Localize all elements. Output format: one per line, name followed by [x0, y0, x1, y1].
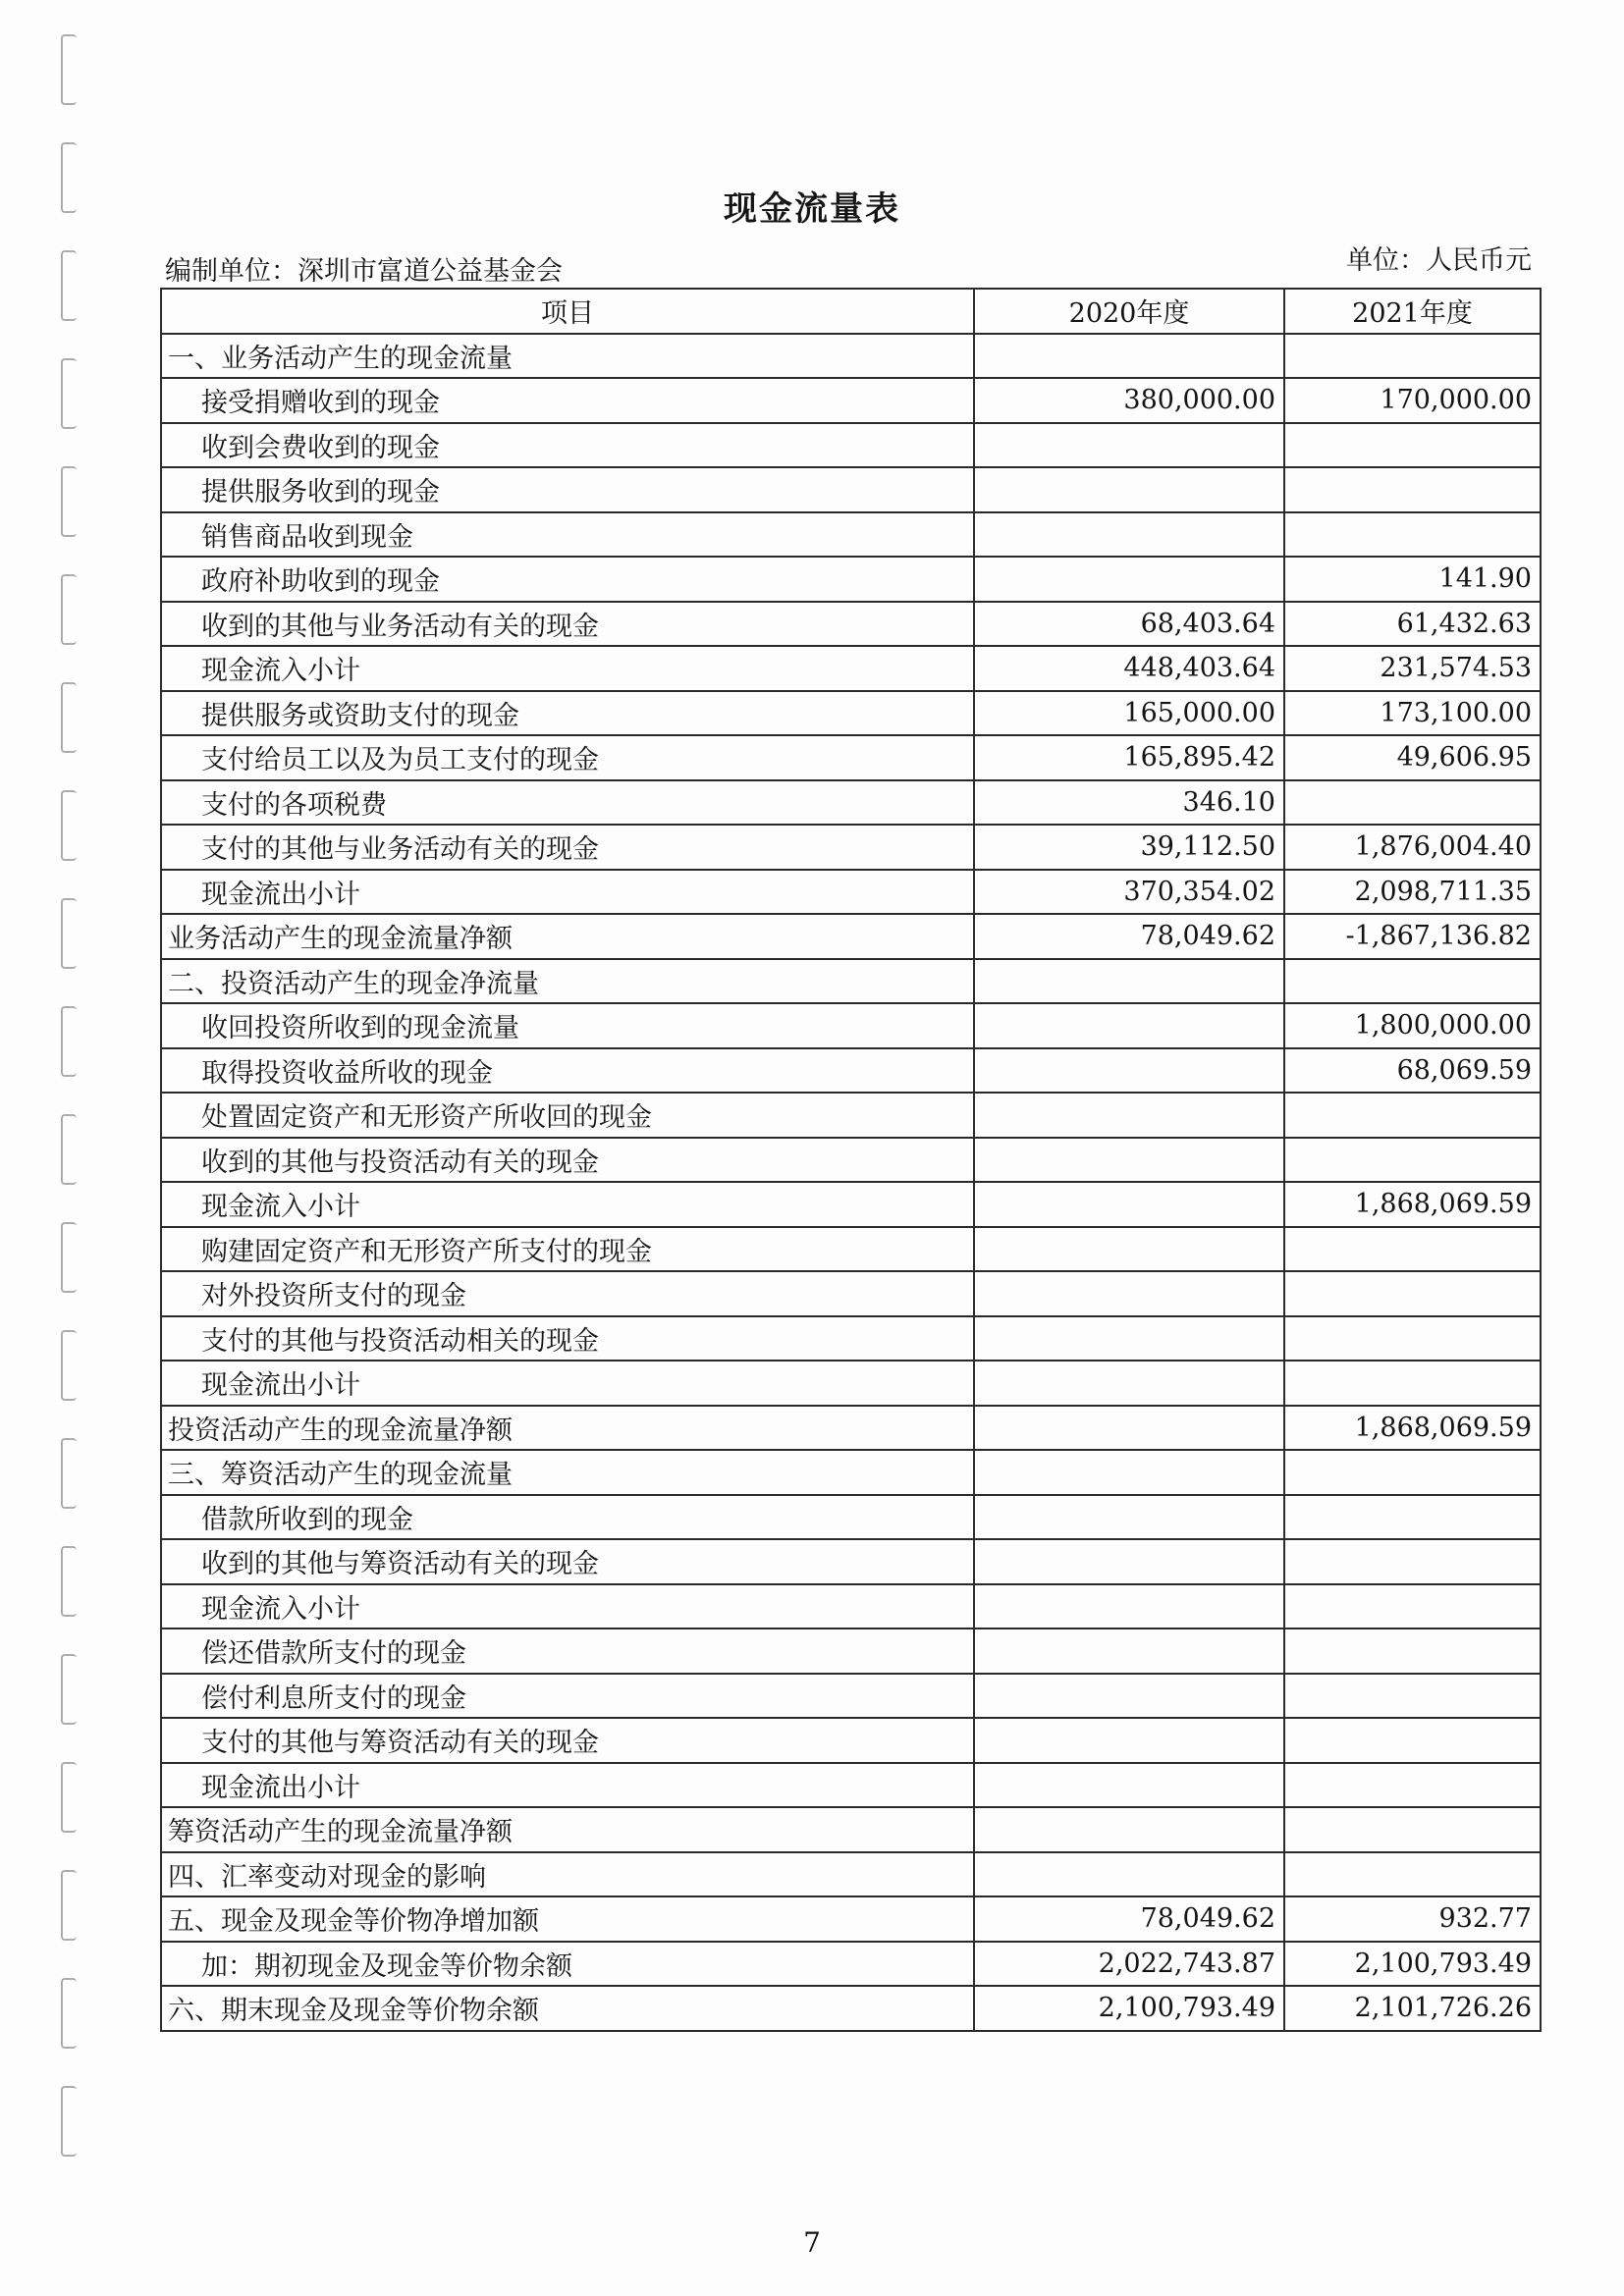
table-row	[161, 646, 1541, 691]
value-2020	[974, 1093, 1284, 1138]
value-2021: 61,432.63	[1284, 602, 1541, 647]
row-label: 支付给员工以及为员工支付的现金	[161, 735, 974, 780]
binding-hole-mark	[61, 790, 77, 861]
value-2020	[974, 1495, 1284, 1540]
row-label: 加：期初现金及现金等价物余额	[161, 1942, 974, 1987]
row-label: 筹资活动产生的现金流量净额	[161, 1807, 974, 1852]
row-label: 支付的其他与业务活动有关的现金	[161, 825, 974, 870]
row-label: 提供服务收到的现金	[161, 467, 974, 512]
value-2020: 448,403.64	[974, 646, 1284, 691]
value-2021	[1284, 1316, 1541, 1362]
value-2021: 68,069.59	[1284, 1048, 1541, 1094]
value-2021	[1284, 1138, 1541, 1183]
binding-hole-mark	[61, 1330, 77, 1401]
row-label: 处置固定资产和无形资产所收回的现金	[161, 1093, 974, 1138]
table-row	[161, 691, 1541, 736]
value-2020	[974, 1003, 1284, 1048]
value-2021: 2,101,726.26	[1284, 1986, 1541, 2031]
value-2020	[974, 1450, 1284, 1495]
value-2021	[1284, 423, 1541, 468]
value-2021: 2,100,793.49	[1284, 1942, 1541, 1987]
value-2020	[974, 1048, 1284, 1094]
row-label: 五、现金及现金等价物净增加额	[161, 1896, 974, 1942]
value-2021	[1284, 334, 1541, 379]
row-label: 四、汇率变动对现金的影响	[161, 1852, 974, 1897]
value-2021	[1284, 1584, 1541, 1629]
table-row	[161, 1807, 1541, 1852]
row-label: 政府补助收到的现金	[161, 557, 974, 602]
value-2020	[974, 1361, 1284, 1406]
row-label: 现金流出小计	[161, 1763, 974, 1808]
table-row	[161, 1271, 1541, 1316]
table-row	[161, 1896, 1541, 1942]
table-row	[161, 1763, 1541, 1808]
table-row	[161, 378, 1541, 423]
value-2020	[974, 467, 1284, 512]
table-row	[161, 512, 1541, 558]
table-row	[161, 1495, 1541, 1540]
binding-hole-mark	[61, 1654, 77, 1725]
binding-hole-mark	[61, 1222, 77, 1293]
row-label: 一、业务活动产生的现金流量	[161, 334, 974, 379]
row-label: 支付的其他与筹资活动有关的现金	[161, 1718, 974, 1763]
value-2021	[1284, 1718, 1541, 1763]
value-2021	[1284, 1539, 1541, 1584]
value-2021	[1284, 1674, 1541, 1719]
table-row	[161, 1986, 1541, 2031]
page-number: 7	[803, 2226, 821, 2259]
currency-unit: 单位：人民币元	[1346, 245, 1532, 276]
value-2021: -1,867,136.82	[1284, 914, 1541, 959]
value-2021	[1284, 1763, 1541, 1808]
row-label: 购建固定资产和无形资产所支付的现金	[161, 1227, 974, 1272]
value-2021: 1,876,004.40	[1284, 825, 1541, 870]
table-row	[161, 1674, 1541, 1719]
value-2021: 1,868,069.59	[1284, 1406, 1541, 1451]
value-2020	[974, 423, 1284, 468]
row-label: 收回投资所收到的现金流量	[161, 1003, 974, 1048]
value-2021	[1284, 1227, 1541, 1272]
value-2020	[974, 512, 1284, 558]
binding-hole-mark	[61, 34, 77, 105]
value-2020	[974, 1629, 1284, 1674]
row-label: 收到的其他与业务活动有关的现金	[161, 602, 974, 647]
row-label: 三、筹资活动产生的现金流量	[161, 1450, 974, 1495]
row-label: 收到会费收到的现金	[161, 423, 974, 468]
table-row	[161, 1182, 1541, 1227]
table-row	[161, 1450, 1541, 1495]
row-label: 取得投资收益所收的现金	[161, 1048, 974, 1094]
row-label: 现金流入小计	[161, 646, 974, 691]
table-row	[161, 959, 1541, 1004]
value-2020	[974, 1271, 1284, 1316]
value-2020: 165,000.00	[974, 691, 1284, 736]
value-2021: 170,000.00	[1284, 378, 1541, 423]
column-header-item: 项目	[161, 289, 974, 334]
binding-hole-mark	[61, 1762, 77, 1833]
value-2021	[1284, 1271, 1541, 1316]
value-2020: 39,112.50	[974, 825, 1284, 870]
table-row	[161, 1942, 1541, 1987]
binding-hole-mark	[61, 1114, 77, 1185]
value-2021: 49,606.95	[1284, 735, 1541, 780]
value-2020: 165,895.42	[974, 735, 1284, 780]
table-row	[161, 467, 1541, 512]
binding-hole-mark	[61, 1438, 77, 1509]
row-label: 偿还借款所支付的现金	[161, 1629, 974, 1674]
table-row	[161, 423, 1541, 468]
row-label: 销售商品收到现金	[161, 512, 974, 558]
table-row	[161, 1003, 1541, 1048]
table-row	[161, 870, 1541, 915]
value-2020: 78,049.62	[974, 914, 1284, 959]
page-title: 现金流量表	[724, 189, 900, 229]
value-2021	[1284, 1852, 1541, 1897]
value-2021: 932.77	[1284, 1896, 1541, 1942]
row-label: 现金流出小计	[161, 870, 974, 915]
table-row	[161, 780, 1541, 826]
binding-hole-mark	[61, 1546, 77, 1617]
value-2020: 346.10	[974, 780, 1284, 826]
binding-hole-mark	[61, 1006, 77, 1077]
value-2020: 2,100,793.49	[974, 1986, 1284, 2031]
value-2021: 1,868,069.59	[1284, 1182, 1541, 1227]
binding-hole-mark	[61, 898, 77, 969]
reporting-entity: 编制单位：深圳市富道公益基金会	[165, 256, 563, 287]
value-2020	[974, 1674, 1284, 1719]
value-2020	[974, 1807, 1284, 1852]
value-2020	[974, 1584, 1284, 1629]
table-row	[161, 1048, 1541, 1094]
cash-flow-table	[160, 288, 1542, 2032]
value-2021	[1284, 467, 1541, 512]
row-label: 现金流入小计	[161, 1182, 974, 1227]
table-row	[161, 735, 1541, 780]
value-2020: 68,403.64	[974, 602, 1284, 647]
value-2021: 231,574.53	[1284, 646, 1541, 691]
table-row	[161, 1406, 1541, 1451]
binding-hole-mark	[61, 574, 77, 645]
row-label: 六、期末现金及现金等价物余额	[161, 1986, 974, 2031]
row-label: 二、投资活动产生的现金净流量	[161, 959, 974, 1004]
binding-hole-mark	[61, 2086, 77, 2157]
table-row	[161, 1227, 1541, 1272]
row-label: 现金流入小计	[161, 1584, 974, 1629]
value-2020	[974, 1406, 1284, 1451]
value-2020	[974, 1718, 1284, 1763]
value-2021	[1284, 1629, 1541, 1674]
table-row	[161, 1539, 1541, 1584]
table-row	[161, 825, 1541, 870]
row-label: 借款所收到的现金	[161, 1495, 974, 1540]
value-2021: 2,098,711.35	[1284, 870, 1541, 915]
value-2021: 1,800,000.00	[1284, 1003, 1541, 1048]
value-2020	[974, 1138, 1284, 1183]
table-row	[161, 914, 1541, 959]
table-row	[161, 334, 1541, 379]
value-2020	[974, 1182, 1284, 1227]
row-label: 支付的其他与投资活动相关的现金	[161, 1316, 974, 1362]
value-2020	[974, 959, 1284, 1004]
value-2020	[974, 1227, 1284, 1272]
binding-hole-mark	[61, 358, 77, 429]
table-row	[161, 1361, 1541, 1406]
value-2020	[974, 1539, 1284, 1584]
value-2020: 370,354.02	[974, 870, 1284, 915]
value-2020: 380,000.00	[974, 378, 1284, 423]
value-2020: 2,022,743.87	[974, 1942, 1284, 1987]
value-2020	[974, 557, 1284, 602]
row-label: 业务活动产生的现金流量净额	[161, 914, 974, 959]
value-2021	[1284, 1093, 1541, 1138]
value-2021	[1284, 780, 1541, 826]
row-label: 偿付利息所支付的现金	[161, 1674, 974, 1719]
value-2020	[974, 1316, 1284, 1362]
column-header-2021: 2021年度	[1284, 289, 1541, 334]
value-2021: 173,100.00	[1284, 691, 1541, 736]
row-label: 投资活动产生的现金流量净额	[161, 1406, 974, 1451]
binding-hole-mark	[61, 1870, 77, 1941]
row-label: 现金流出小计	[161, 1361, 974, 1406]
table-row	[161, 602, 1541, 647]
value-2021	[1284, 1495, 1541, 1540]
table-row	[161, 1718, 1541, 1763]
binding-hole-mark	[61, 250, 77, 321]
row-label: 收到的其他与投资活动有关的现金	[161, 1138, 974, 1183]
table-row	[161, 1093, 1541, 1138]
binding-hole-mark	[61, 1978, 77, 2049]
table-row	[161, 1584, 1541, 1629]
value-2021	[1284, 1450, 1541, 1495]
table-header-row	[161, 289, 1541, 334]
binding-hole-mark	[61, 466, 77, 537]
table-row	[161, 1138, 1541, 1183]
row-label: 支付的各项税费	[161, 780, 974, 826]
row-label: 对外投资所支付的现金	[161, 1271, 974, 1316]
column-header-2020: 2020年度	[974, 289, 1284, 334]
table-row	[161, 1316, 1541, 1362]
value-2020	[974, 334, 1284, 379]
table-row	[161, 1629, 1541, 1674]
row-label: 收到的其他与筹资活动有关的现金	[161, 1539, 974, 1584]
value-2021	[1284, 512, 1541, 558]
value-2021	[1284, 959, 1541, 1004]
value-2020: 78,049.62	[974, 1896, 1284, 1942]
value-2021: 141.90	[1284, 557, 1541, 602]
value-2021	[1284, 1807, 1541, 1852]
value-2020	[974, 1852, 1284, 1897]
value-2020	[974, 1763, 1284, 1808]
table-row	[161, 1852, 1541, 1897]
row-label: 提供服务或资助支付的现金	[161, 691, 974, 736]
value-2021	[1284, 1361, 1541, 1406]
row-label: 接受捐赠收到的现金	[161, 378, 974, 423]
binding-holes	[57, 20, 84, 2277]
table-row	[161, 557, 1541, 602]
binding-hole-mark	[61, 682, 77, 753]
